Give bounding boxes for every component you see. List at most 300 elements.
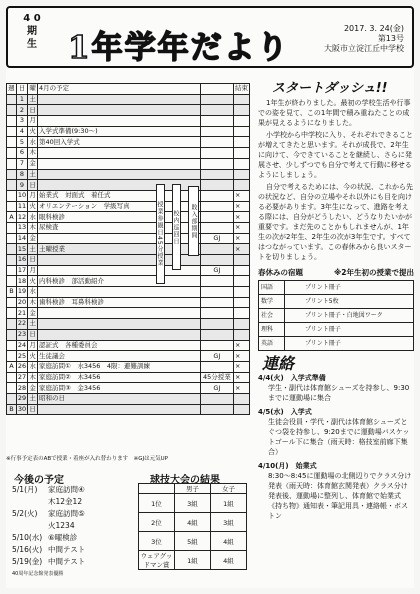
calendar-cell (7, 351, 17, 362)
calendar-cell (7, 276, 17, 287)
ballgame-cell: 3位 (139, 532, 175, 551)
calendar-cell: × (233, 372, 249, 383)
event-detail: 学生・副代は体育館シューズを持参し、9:30までに運動場に集合 (268, 384, 410, 402)
calendar-cell: × (233, 244, 249, 255)
calendar-row (7, 201, 250, 212)
calendar-cell: 3 (16, 116, 27, 127)
ballgame-row (139, 494, 247, 513)
calendar-cell (38, 158, 201, 169)
start-dash-heading: スタートダッシュ!! (272, 81, 388, 96)
homework-cell: 英語 (259, 337, 285, 351)
calendar-cell: 木 (29, 298, 36, 307)
calendar-cell (7, 393, 17, 404)
calendar-cell: 木 (29, 223, 36, 232)
calendar-cell (233, 94, 249, 105)
calendar-cell: 18 (17, 276, 27, 285)
calendar-cell: 金 (29, 233, 36, 242)
calendar-row (7, 233, 250, 244)
schedule-date: 5/16(火) (12, 545, 43, 554)
calendar-cell: 14 (17, 233, 27, 242)
calendar-cell (38, 329, 201, 340)
calendar-cell: 土 (29, 394, 36, 403)
calendar-cell: 17 (17, 266, 27, 275)
calendar-cell (200, 404, 233, 415)
event-detail: 生徒会役員・学代・副代は体育館シューズとぐつ袋を持参し、9:20までに運動場バスケットゴール下に集合（雨天時：格技室前廊下集合） (268, 418, 410, 456)
calendar-header (7, 84, 250, 95)
paragraph: 1年生が終わりました。最初の学校生活や行事での姿を見て、この1年間で積み重ねたことの成果が見えるようになりました。 (258, 99, 411, 127)
calendar-row (7, 372, 250, 383)
calendar-row (7, 404, 250, 415)
calendar-cell (233, 126, 249, 137)
calendar-cell: 2 (16, 105, 27, 116)
event-detail: 8:30〜8:45に運動場の北側辺りでクラス分け発表（雨天時：体育館玄関発表）クラス分け発表後、運動場に整列し、体育館で始業式 《持ち物》通知表・筆記用具・連絡帳・ボストン (268, 472, 412, 520)
calendar-row (7, 308, 250, 319)
calendar-cell: 8 (16, 169, 27, 180)
calendar-cell (38, 116, 201, 127)
schedule-date: 5/19(金) (12, 557, 43, 566)
calendar-cell: 水 (29, 137, 36, 146)
calendar-cell: 月 (29, 340, 36, 349)
schedule-title: 今後の予定 (14, 475, 64, 486)
homework-cell: プリント5枚 (285, 295, 414, 309)
calendar-cell: 水 (29, 212, 36, 221)
homework-cell: 国語 (259, 281, 285, 295)
calendar-cell: 12 (17, 212, 27, 221)
calendar-cell: 日 (29, 180, 36, 189)
calendar-cell (200, 287, 233, 298)
calendar-cell (7, 222, 17, 233)
vertical-note-c: 敗入部期間 (188, 186, 199, 256)
calendar-row (7, 329, 250, 340)
schedule-event: 家庭訪問④ (48, 485, 85, 494)
calendar-cell: 火 (29, 201, 36, 210)
calendar-cell: 19 (17, 287, 27, 296)
calendar-cell: 認証式 各種委員会 (38, 340, 201, 351)
schedule-event: 中間テスト (48, 545, 86, 554)
calendar-row (7, 265, 250, 276)
homework-cell: 社会 (259, 309, 285, 323)
calendar-cell (7, 116, 17, 127)
calendar-cell (7, 329, 17, 340)
calendar-cell: 4 (16, 126, 27, 137)
calendar-cell: B (7, 287, 17, 298)
schedule-item (12, 556, 85, 568)
ballgame-header-cell: 女子 (211, 484, 247, 494)
calendar-cell: 7 (16, 158, 27, 169)
homework-row (259, 309, 414, 323)
calendar-row (7, 351, 250, 362)
homework-cell: プリント冊子・白地図ワーク (285, 309, 414, 323)
calendar-cell (200, 319, 233, 330)
calendar-cell (200, 116, 233, 127)
calendar-cell: 家庭訪問③ 金3456 (38, 383, 201, 394)
calendar-cell: 27 (17, 372, 27, 381)
homework-row (259, 337, 414, 351)
ballgame-cell: 3組 (175, 494, 211, 513)
calendar-cell: 22 (17, 319, 27, 328)
calendar-cell (233, 148, 249, 159)
schedule-item (12, 520, 85, 532)
calendar-cell: 金 (29, 308, 36, 317)
paragraph: 自分で考えるためには、今の状況、これから先の状況など、自分の立場やそれ以外にも目を向ける必要があります。3年生になって、進路を考える際には、自分がどうしたい、どうなりたいかが重要です。まだ先のことかもしれませんが、1年生の次が2年生、2年生の次が3年生です。すべてはつながっています。この春休みから良いスタートを切りましょう。 (258, 183, 413, 261)
calendar-cell (7, 180, 17, 191)
calendar-cell: 歯科検診 耳鼻科検診 (38, 297, 201, 308)
calendar-cell: 月 (29, 116, 36, 125)
schedule-date: 5/10(水) (12, 533, 43, 542)
calendar-cell: GJ (200, 351, 233, 362)
calendar-cell (200, 244, 233, 255)
calendar-header-cell: 結束 (234, 84, 248, 93)
calendar-cell: 尿検査 (38, 222, 201, 233)
issue-number: 第13号 (377, 34, 404, 43)
calendar-row (7, 297, 250, 308)
vertical-note-a: 授業参観日45分授業 (156, 184, 165, 284)
paragraph: 小学校から中学校に入り、それぞれできることが増えてきたと思います。それが成長で、2年生に向けて、今できていることを継続し、さらに発展させ、少しずつでも自分で考えて行動に移せるようにしましょう。 (258, 131, 413, 179)
right-column (258, 81, 414, 521)
calendar-cell (7, 265, 17, 276)
calendar-cell (7, 105, 17, 116)
calendar-cell (7, 201, 17, 212)
calendar-cell: 入学式準備(9:30〜) (38, 126, 201, 137)
gen-ki: 期 (27, 26, 37, 37)
calendar-cell (200, 190, 233, 201)
calendar-cell: × (233, 190, 249, 201)
calendar-cell: 金 (29, 383, 36, 392)
event-title: 4/4(火) 入学式準備 (258, 374, 326, 382)
calendar-cell (7, 255, 17, 266)
calendar-cell: 28 (17, 383, 27, 392)
calendar-cell (7, 94, 17, 105)
calendar-cell (233, 169, 249, 180)
calendar-cell (7, 340, 17, 351)
ballgame-cell: 4組 (175, 513, 211, 532)
calendar-cell (233, 158, 249, 169)
calendar-header-cell: 4月の予定 (38, 84, 201, 95)
generation-label (18, 12, 46, 51)
calendar-cell: 6 (16, 148, 27, 159)
calendar-cell: 土 (29, 95, 36, 104)
calendar-cell (7, 297, 17, 308)
calendar-cell (7, 169, 17, 180)
calendar-cell: 土 (29, 169, 36, 178)
ballgame-cell: 2位 (139, 513, 175, 532)
calendar-cell (200, 308, 233, 319)
homework-note: ※2年生初の授業で提出 (333, 268, 414, 277)
calendar-cell (233, 105, 249, 116)
gen-number: 4 0 (23, 13, 41, 24)
event-title: 4/10(月) 始業式 (258, 462, 317, 470)
calendar-row (7, 169, 250, 180)
schedule-item (12, 484, 85, 496)
schedule-item (12, 496, 85, 508)
calendar-cell: 木 (29, 148, 36, 157)
calendar-cell (233, 319, 249, 330)
calendar-row (7, 137, 250, 148)
calendar-row (7, 340, 250, 351)
renraku-heading: 連絡 (262, 354, 295, 373)
page-title: 1年学年だより (68, 30, 290, 66)
calendar-cell (200, 148, 233, 159)
calendar-cell: オリエンテーション 学級写真 (38, 201, 201, 212)
ballgame-cell: 1位 (139, 494, 175, 513)
calendar-cell: 内科検診 部活動紹介 (38, 276, 201, 287)
calendar-cell: 11 (17, 201, 27, 210)
calendar-cell: 家庭訪問② 木3456 (38, 372, 201, 383)
calendar-cell: 月 (29, 266, 36, 275)
calendar-header-cell: 日 (16, 84, 27, 95)
calendar-header-cell (200, 84, 233, 95)
issue-date: 2017. 3. 24(金) (343, 24, 404, 33)
event-title: 4/5(水) 入学式 (258, 408, 312, 416)
calendar-cell (7, 244, 17, 255)
calendar-cell (7, 383, 17, 394)
calendar-cell (7, 126, 17, 137)
calendar-cell (200, 137, 233, 148)
calendar-cell: 21 (17, 308, 27, 317)
ballgame-cell: 4組 (211, 551, 247, 570)
calendar-cell: 45分授業 (200, 372, 233, 383)
calendar-row (7, 105, 250, 116)
homework-cell: 数学 (259, 295, 285, 309)
calendar-cell (7, 233, 17, 244)
calendar-cell (200, 169, 233, 180)
ballgame-table (138, 483, 247, 570)
homework-heading (258, 268, 414, 278)
header (6, 6, 414, 68)
calendar-cell: 火 (29, 351, 36, 360)
calendar-row (7, 222, 250, 233)
calendar-cell: × (233, 361, 249, 372)
calendar-cell (200, 329, 233, 340)
calendar-cell (38, 94, 201, 105)
schedule-list (12, 484, 85, 580)
calendar-cell (38, 105, 201, 116)
vertical-note-b: 校内巡回日 (172, 184, 181, 270)
schedule-event: 家庭訪問⑤ (48, 509, 85, 518)
event-list (258, 373, 414, 521)
calendar-cell: 23 (17, 330, 27, 339)
schedule-date: 5/1(月) (12, 485, 38, 494)
calendar-cell: 30 (17, 404, 27, 413)
calendar-cell (233, 393, 249, 404)
calendar-cell (233, 116, 249, 127)
calendar-cell: × (233, 201, 249, 212)
calendar-cell (38, 169, 201, 180)
calendar-cell: B (7, 404, 17, 415)
schedule-event: 火1234 (48, 521, 75, 530)
calendar-header-cell: 曜 (29, 84, 36, 93)
schedule-item (12, 532, 85, 544)
calendar-row (7, 244, 250, 255)
april-calendar (6, 83, 250, 415)
ballgame-header-cell (139, 484, 175, 494)
calendar-cell: 家庭訪問① 水3456 4限：避難訓練 (38, 361, 201, 372)
homework-title: 春休みの宿題 (258, 268, 303, 277)
calendar-cell (200, 393, 233, 404)
calendar-row (7, 94, 250, 105)
schedule-event: ⑥曜検診 (48, 533, 78, 542)
calendar-cell (7, 158, 17, 169)
schedule-footnote: 40周年記念館発表優勝 (12, 571, 64, 577)
schedule-date: 5/2(火) (12, 509, 38, 518)
calendar-cell (7, 148, 17, 159)
calendar-note: ※行事予定表のABで授業・着座が入れ替わります ※GJは元気UP (6, 456, 168, 462)
schedule-item (12, 544, 85, 556)
ballgame-row (139, 513, 247, 532)
calendar-cell: 火 (29, 127, 36, 136)
calendar-row (7, 319, 250, 330)
calendar-cell (233, 180, 249, 191)
calendar-cell (200, 255, 233, 266)
calendar-cell: GJ (200, 265, 233, 276)
calendar-cell: GJ (200, 383, 233, 394)
calendar-row (7, 383, 250, 394)
calendar-cell: 土曜授業 (38, 244, 201, 255)
calendar-cell: 土 (29, 244, 36, 253)
calendar-row (7, 393, 250, 404)
calendar-cell: A (7, 361, 17, 372)
calendar-row (7, 116, 250, 127)
calendar-cell (233, 276, 249, 287)
calendar-cell: 9 (16, 180, 27, 191)
school-name: 大阪市立淀江丘中学校 (324, 44, 404, 53)
calendar-cell (200, 158, 233, 169)
calendar-cell (200, 201, 233, 212)
calendar-cell: 始業式 対面式 着任式 (38, 190, 201, 201)
calendar-cell: 26 (17, 362, 27, 371)
calendar-cell (38, 319, 201, 330)
calendar-cell: × (233, 212, 249, 223)
calendar-cell: 日 (29, 255, 36, 264)
calendar-cell: 金 (29, 159, 36, 168)
calendar-cell: GJ (200, 233, 233, 244)
calendar-cell (200, 212, 233, 223)
calendar-cell (38, 148, 201, 159)
calendar-cell: × (233, 222, 249, 233)
calendar-cell: 5 (16, 137, 27, 148)
calendar-cell: 昭和の日 (38, 393, 201, 404)
calendar-cell (38, 308, 201, 319)
homework-table (258, 280, 414, 351)
calendar-cell: A (7, 212, 17, 223)
calendar-cell: 20 (17, 298, 27, 307)
ballgame-cell: 5組 (175, 532, 211, 551)
calendar-cell (200, 340, 233, 351)
calendar-cell: 月 (29, 191, 36, 200)
calendar-cell (233, 137, 249, 148)
homework-cell: プリント冊子 (285, 281, 414, 295)
calendar-row (7, 212, 250, 223)
calendar-cell (233, 308, 249, 319)
ballgame-title: 球技大会の結果 (150, 475, 220, 486)
calendar-cell (7, 137, 17, 148)
homework-cell: 理科 (259, 323, 285, 337)
calendar-cell: 13 (17, 223, 27, 232)
calendar-cell: 日 (29, 105, 36, 114)
calendar-cell (233, 265, 249, 276)
calendar-cell: 10 (17, 191, 27, 200)
calendar-cell: × (233, 383, 249, 394)
calendar-cell (200, 276, 233, 287)
calendar-row (7, 276, 250, 287)
page (6, 6, 414, 588)
calendar-cell: 眼科検診 (38, 212, 201, 223)
calendar-cell (38, 404, 201, 415)
calendar-cell: × (233, 233, 249, 244)
calendar-cell (7, 190, 17, 201)
homework-cell: プリント冊子 (285, 323, 414, 337)
calendar-cell (200, 105, 233, 116)
calendar-cell: 1 (16, 94, 27, 105)
calendar-cell: 24 (17, 340, 27, 349)
ballgame-row (139, 551, 247, 570)
homework-row (259, 281, 414, 295)
calendar-row (7, 255, 250, 266)
calendar-cell (7, 319, 17, 330)
calendar-cell (233, 404, 249, 415)
calendar-cell: 土 (29, 319, 36, 328)
calendar-cell: 16 (17, 255, 27, 264)
ballgame-cell: ウェアグッドマン賞 (139, 551, 175, 570)
calendar-cell (200, 126, 233, 137)
calendar-cell: 生徒議会 (38, 351, 201, 362)
calendar-header-cell: 週 (8, 84, 15, 93)
homework-cell: プリント冊子 (285, 337, 414, 351)
calendar-row (7, 126, 250, 137)
ballgame-cell: 1組 (211, 494, 247, 513)
ballgame-row (139, 532, 247, 551)
calendar-cell: 15 (17, 244, 27, 253)
calendar-cell: × (233, 351, 249, 362)
calendar-cell: 日 (29, 404, 36, 413)
calendar-cell: 29 (17, 394, 27, 403)
calendar-cell (38, 287, 201, 298)
ballgame-cell: 1組 (175, 551, 211, 570)
calendar-cell: × (233, 340, 249, 351)
homework-row (259, 295, 414, 309)
issue-meta (324, 24, 404, 54)
calendar-cell (7, 372, 17, 383)
calendar-cell: 木 (29, 372, 36, 381)
schedule-event: 中間テスト (48, 557, 86, 566)
calendar-cell: 25 (17, 351, 27, 360)
calendar-cell (233, 329, 249, 340)
schedule-event: 木12金12 (48, 497, 83, 506)
calendar-cell (233, 297, 249, 308)
calendar-cell (233, 255, 249, 266)
calendar-cell (200, 180, 233, 191)
calendar-row (7, 287, 250, 298)
calendar-cell (200, 361, 233, 372)
calendar-cell (7, 308, 17, 319)
calendar-cell: 第40回入学式 (38, 137, 201, 148)
calendar-cell (200, 94, 233, 105)
calendar-row (7, 190, 250, 201)
schedule-item (12, 508, 85, 520)
ballgame-header (139, 484, 247, 494)
calendar-row (7, 180, 250, 191)
calendar-cell (200, 297, 233, 308)
calendar-cell (200, 222, 233, 233)
calendar-cell: 水 (29, 362, 36, 371)
calendar-row (7, 148, 250, 159)
ballgame-header-cell: 男子 (175, 484, 211, 494)
calendar-cell (233, 287, 249, 298)
calendar-row (7, 158, 250, 169)
calendar-row (7, 361, 250, 372)
ballgame-cell: 3組 (211, 513, 247, 532)
homework-row (259, 323, 414, 337)
